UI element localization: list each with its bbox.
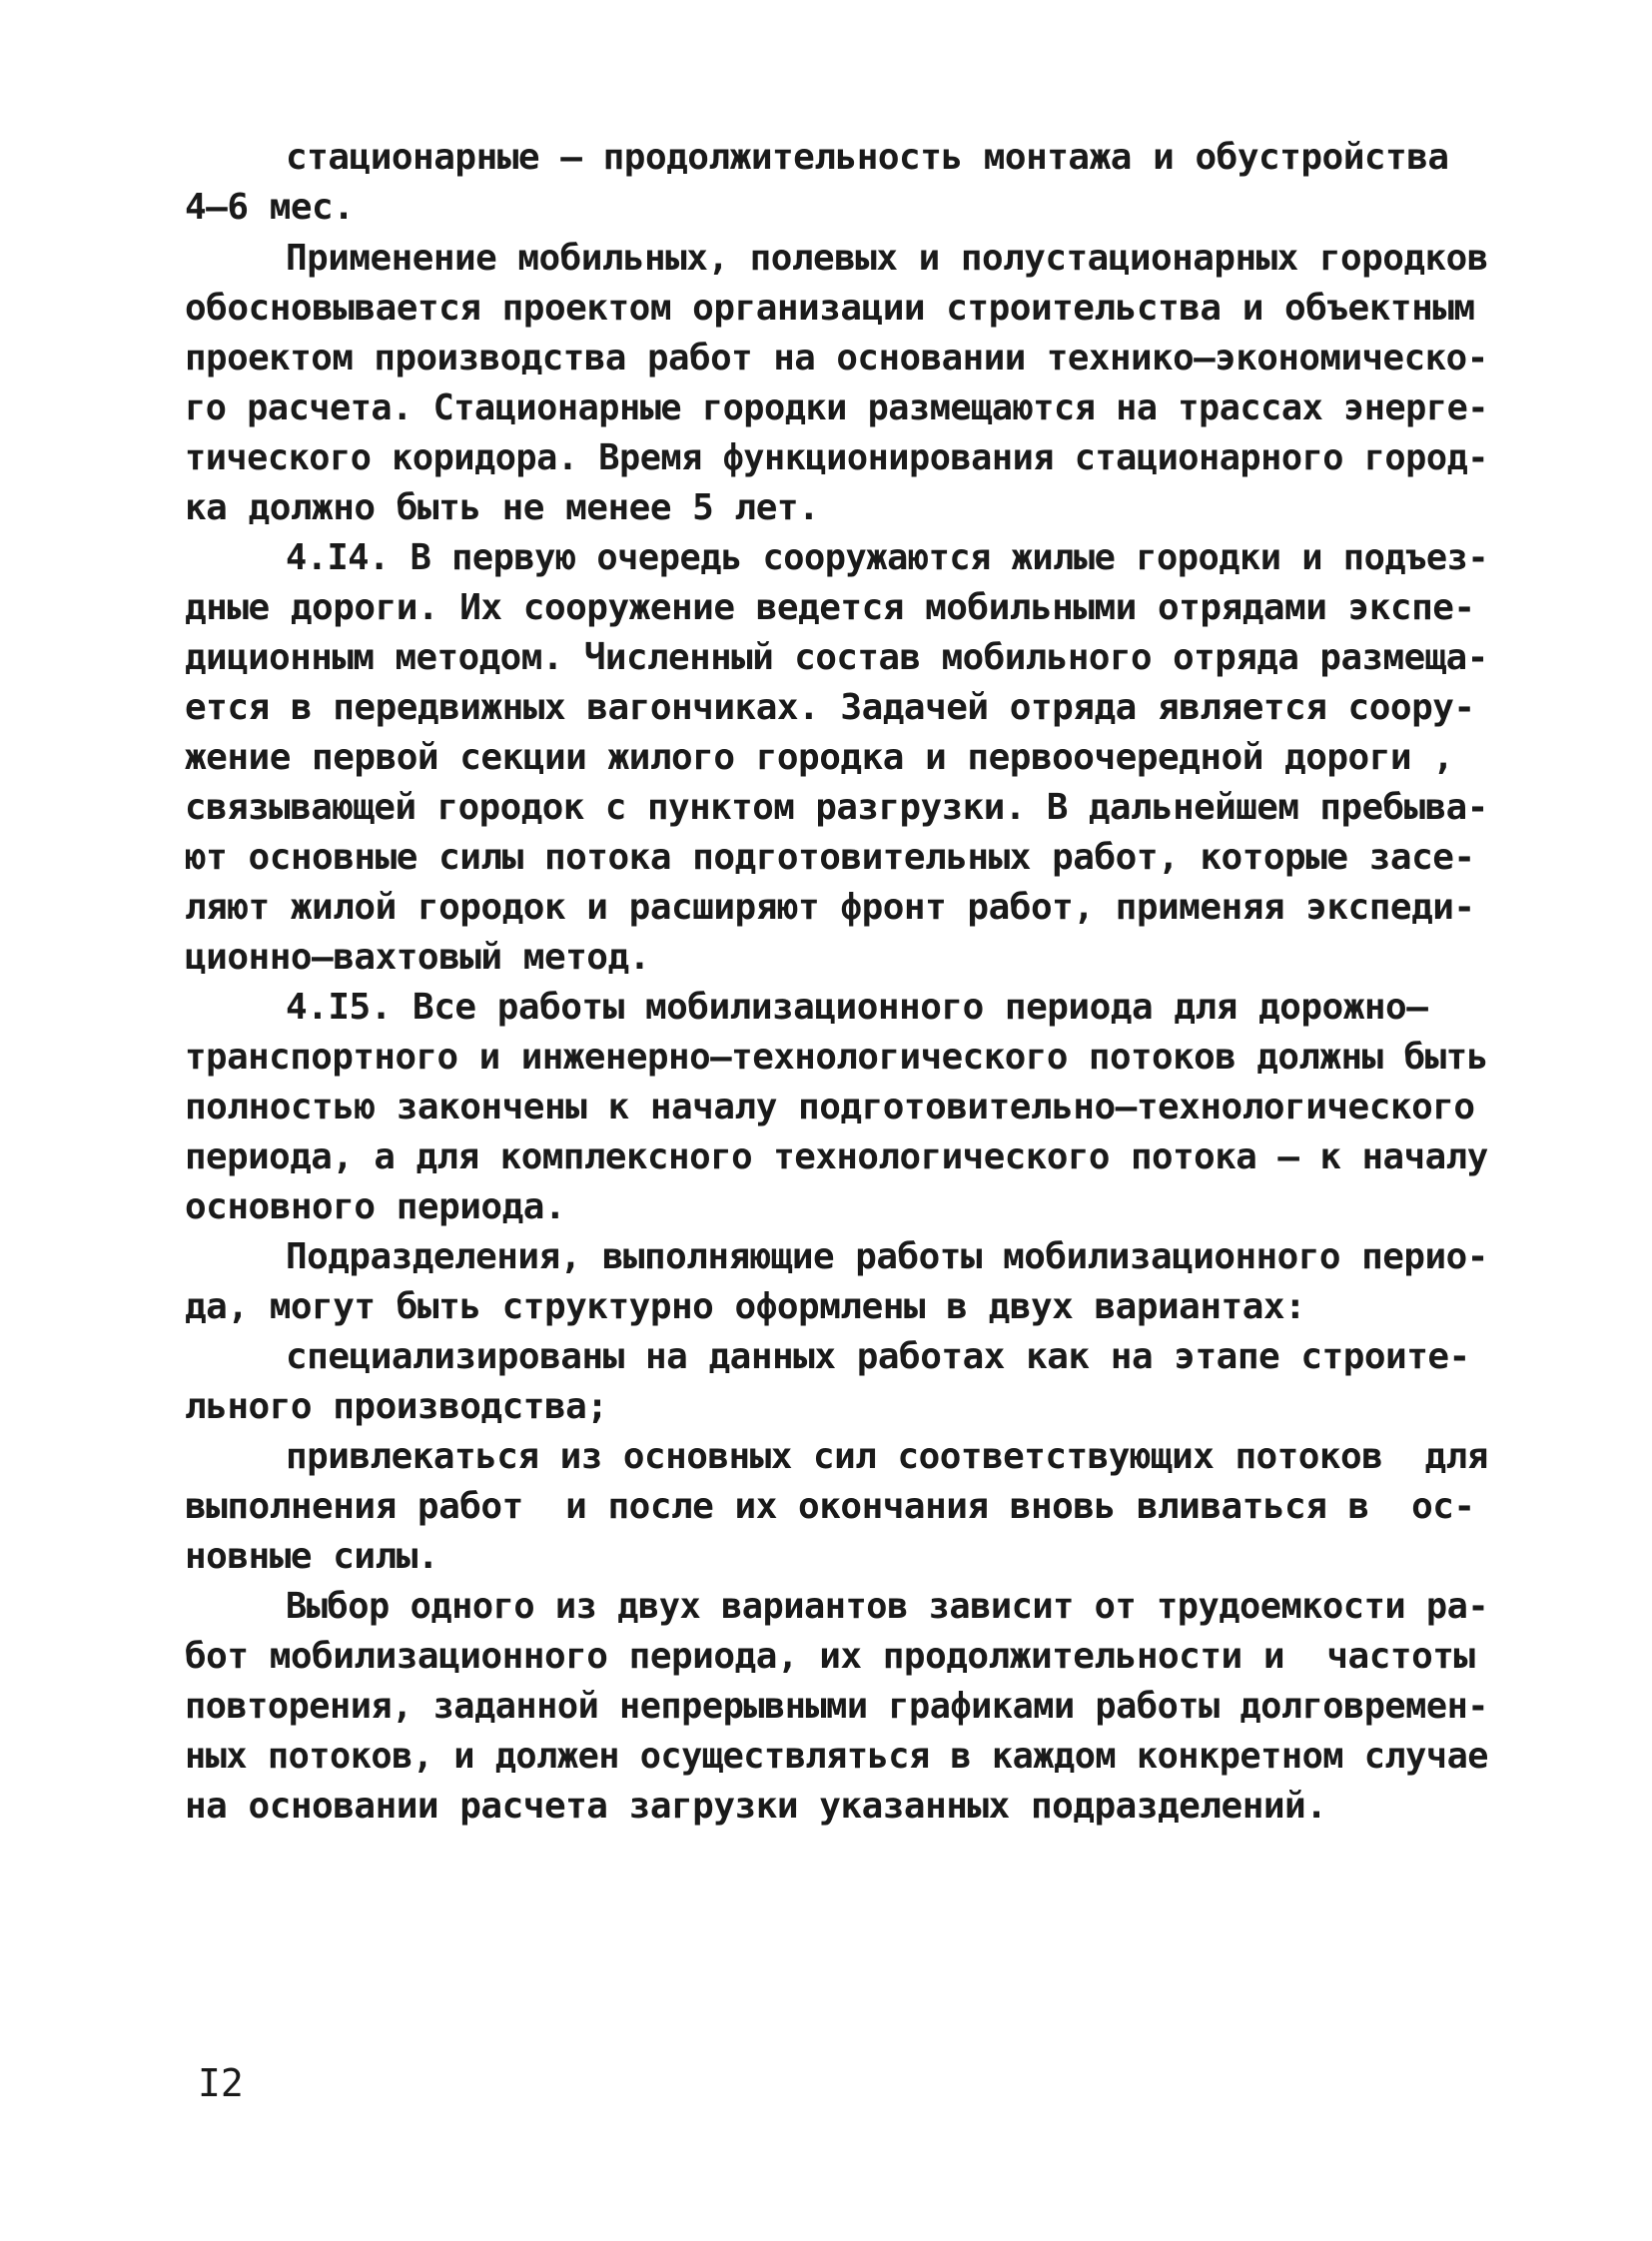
page-number: I2 <box>198 2061 244 2105</box>
text-line: диционным методом. Численный состав мобильного отряда размеща- <box>185 637 1488 678</box>
text-line: жение первой секции жилого городка и первоочередной дороги , <box>185 737 1454 778</box>
text-line: бот мобилизационного периода, их продолжительности и частоты <box>185 1636 1475 1677</box>
text-line: ют основные силы потока подготовительных работ, которые засе- <box>185 837 1475 878</box>
text-line: обосновывается проектом организации строительства и объектным <box>185 288 1475 329</box>
text-line: Подразделения, выполняющие работы мобилизационного перио- <box>286 1236 1488 1277</box>
text-line: 4–6 мес. <box>185 187 355 228</box>
text-line: повторения, заданной непрерывными графиками работы долговремен- <box>185 1686 1489 1727</box>
text-line: проектом производства работ на основании технико–экономическо- <box>185 338 1488 378</box>
text-line: полностью закончены к началу подготовительно–технологического <box>185 1087 1475 1127</box>
text-line: ционно–вахтовый метод. <box>185 937 650 978</box>
text-line: ка должно быть не менее 5 лет. <box>185 487 820 528</box>
text-line: специализированы на данных работах как на этапе строите- <box>286 1336 1470 1377</box>
text-line: Выбор одного из двух вариантов зависит от трудоемкости ра- <box>286 1586 1489 1627</box>
text-line: выполнения работ и после их окончания вновь вливаться в ос- <box>185 1486 1475 1527</box>
text-line: 4.I5. Все работы мобилизационного периода для дорожно– <box>286 987 1428 1028</box>
text-line: тического коридора. Время функционирования стационарного город- <box>185 437 1489 478</box>
text-line: основного периода. <box>185 1186 566 1227</box>
text-line: стационарные – продолжительность монтажа и обустройства <box>286 137 1449 178</box>
text-line: на основании расчета загрузки указанных подразделений. <box>185 1786 1327 1827</box>
text-line: транспортного и инженерно–технологического потоков должны быть <box>185 1037 1488 1078</box>
text-line: новные силы. <box>185 1536 439 1577</box>
text-line: го расчета. Стационарные городки размещаются на трассах энерге- <box>185 387 1489 428</box>
text-line: льного производства; <box>185 1386 608 1427</box>
text-line: привлекаться из основных сил соответствующих потоков для <box>286 1436 1488 1477</box>
text-line: ется в передвижных вагончиках. Задачей отряда является соору- <box>185 687 1475 728</box>
text-line: ных потоков, и должен осуществляться в каждом конкретном случае <box>185 1736 1489 1777</box>
text-line: связывающей городок с пунктом разгрузки. В дальнейшем пребыва- <box>185 787 1488 828</box>
text-line: Применение мобильных, полевых и полустационарных городков <box>286 238 1488 279</box>
text-line: 4.I4. В первую очередь сооружаются жилые городки и подъез- <box>286 537 1489 578</box>
text-line: периода, а для комплексного технологического потока – к началу <box>185 1136 1488 1177</box>
text-line: дные дороги. Их сооружение ведется мобильными отрядами экспе- <box>185 587 1475 628</box>
text-line: ляют жилой городок и расширяют фронт работ, применяя экспеди- <box>185 887 1475 928</box>
text-line: да, могут быть структурно оформлены в двух вариантах: <box>185 1286 1306 1327</box>
